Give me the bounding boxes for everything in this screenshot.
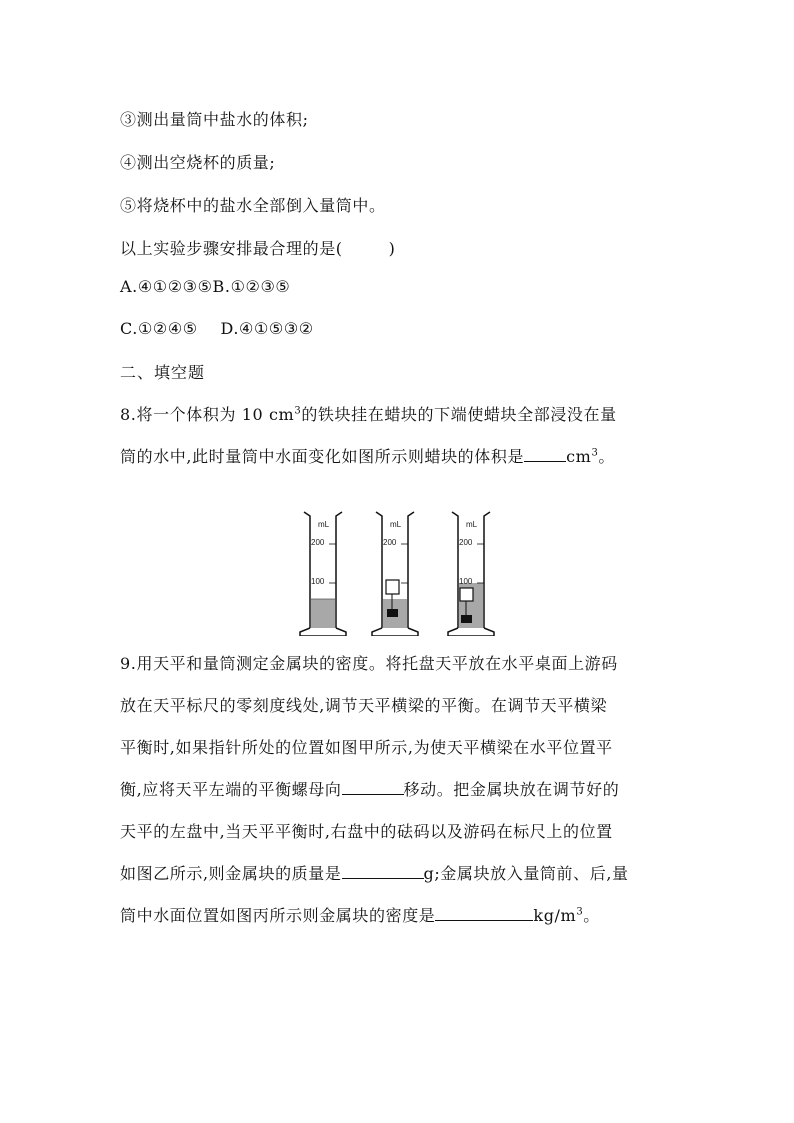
question-8-end: 。 bbox=[598, 447, 616, 466]
question-8-unit-sup: 3 bbox=[591, 447, 599, 459]
question-8-line-2-a: 筒的水中,此时量筒中水面变化如图所示则蜡块的体积是 bbox=[120, 447, 525, 466]
answer-blank-metal-mass[interactable] bbox=[342, 864, 424, 879]
question-9-line-5: 天平的左盘中,当天平平衡时,右盘中的砝码以及游码在标尺上的位置 bbox=[120, 822, 613, 841]
step-4-text: ④测出空烧杯的质量; bbox=[120, 153, 276, 172]
cylinder-1-water bbox=[311, 599, 335, 628]
cylinder-3 bbox=[448, 512, 494, 636]
cylinder-3-unit-label: mL bbox=[466, 520, 478, 529]
question-7-options-cd: C.①②④⑤ D.④①⑤③② bbox=[120, 319, 314, 338]
question-7-stem bbox=[120, 236, 396, 259]
cylinder-1 bbox=[300, 512, 346, 636]
question-9-line-3: 平衡时,如果指针所处的位置如图甲所示,为使天平横梁在水平位置平 bbox=[120, 738, 613, 757]
cylinder-2-tick-200: 200 bbox=[383, 538, 397, 547]
question-9-line-4 bbox=[120, 777, 619, 800]
question-7-options-ab: A.④①②③⑤B.①②③⑤ bbox=[120, 277, 291, 296]
question-9-line-7 bbox=[120, 903, 600, 926]
question-9-line-4-b: 移动。把金属块放在调节好的 bbox=[403, 780, 620, 799]
question-9-line-4-a: 衡,应将天平左端的平衡螺母向 bbox=[120, 780, 342, 799]
cylinder-2-iron-block bbox=[387, 609, 398, 617]
answer-blank-metal-density[interactable] bbox=[435, 906, 533, 921]
cylinder-1-tick-200: 200 bbox=[311, 538, 325, 547]
cylinder-3-iron-block bbox=[461, 615, 472, 623]
step-3-text: ③测出量筒中盐水的体积; bbox=[120, 110, 309, 129]
cylinder-1-unit-label: mL bbox=[318, 520, 330, 529]
cylinder-3-wax-block bbox=[460, 588, 473, 601]
question-8-line-1-a: 8.将一个体积为 10 cm bbox=[120, 405, 295, 424]
question-8-line-1-sup: 3 bbox=[294, 405, 302, 417]
question-9-line-6-b: g;金属块放入量筒前、后,量 bbox=[423, 864, 629, 883]
step-5-text: ⑤将烧杯中的盐水全部倒入量筒中。 bbox=[120, 196, 386, 215]
question-9-line-6 bbox=[120, 861, 629, 884]
section-title-fill-in: 二、填空题 bbox=[120, 363, 206, 382]
question-9-line-6-a: 如图乙所示,则金属块的质量是 bbox=[120, 864, 342, 883]
question-9-density-unit: kg/m bbox=[533, 906, 577, 925]
cylinder-2 bbox=[372, 512, 418, 636]
question-7-stem-text: 以上实验步骤安排最合理的是( bbox=[120, 239, 343, 258]
cylinder-3-tick-200: 200 bbox=[459, 538, 473, 547]
question-9-line-1: 9.用天平和量筒测定金属块的密度。将托盘天平放在水平桌面上游码 bbox=[120, 654, 618, 673]
question-8-line-1-b: 的铁块挂在蜡块的下端使蜡块全部浸没在量 bbox=[301, 405, 617, 424]
cylinder-2-unit-label: mL bbox=[390, 520, 402, 529]
question-7-stem-close: ) bbox=[388, 239, 396, 258]
answer-blank-wax-volume[interactable] bbox=[524, 447, 566, 462]
question-8-unit: cm bbox=[566, 447, 592, 466]
question-9-line-7-a: 筒中水面位置如图丙所示则金属块的密度是 bbox=[120, 906, 436, 925]
question-9-line-2: 放在天平标尺的零刻度线处,调节天平横梁的平衡。在调节天平横梁 bbox=[120, 696, 608, 715]
question-9-density-unit-sup: 3 bbox=[576, 906, 584, 918]
graduated-cylinders-figure bbox=[296, 508, 496, 636]
cylinder-3-tick-100: 100 bbox=[459, 577, 473, 586]
question-9-end: 。 bbox=[583, 906, 600, 925]
cylinder-1-tick-100: 100 bbox=[311, 577, 325, 586]
question-8-line-1 bbox=[120, 402, 617, 425]
cylinder-2-wax-block bbox=[386, 580, 399, 594]
question-8-line-2 bbox=[120, 444, 615, 467]
answer-blank-nut-direction[interactable] bbox=[342, 780, 404, 795]
